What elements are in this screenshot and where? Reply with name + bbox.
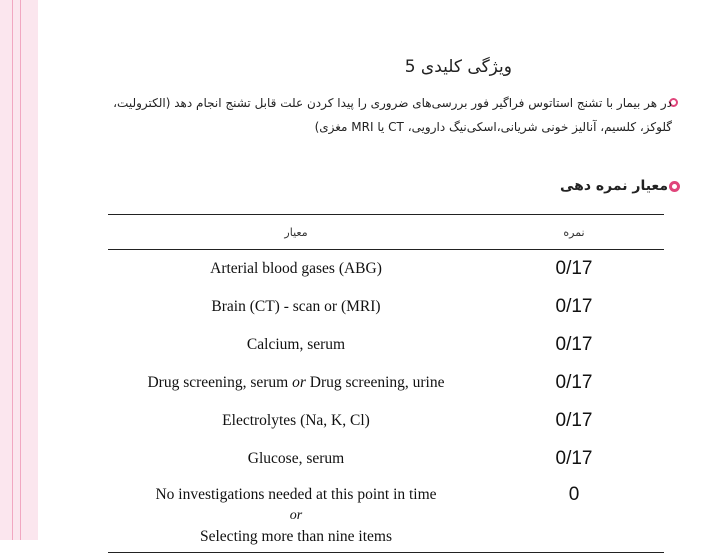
or-connector: or xyxy=(289,507,303,523)
criterion-cell: Arterial blood gases (ABG) xyxy=(210,260,382,277)
slide-title: ویژگی کلیدی 5 xyxy=(404,57,512,77)
table-row xyxy=(108,402,664,440)
criterion-part: Selecting more than nine items xyxy=(200,527,392,545)
table-header-row xyxy=(108,215,664,250)
score-cell: 0/17 xyxy=(555,410,593,431)
scoring-table xyxy=(108,214,664,553)
table-row xyxy=(108,364,664,402)
score-cell: 0/17 xyxy=(555,334,593,355)
criterion-part: Drug screening, urine xyxy=(309,374,445,391)
criterion-cell xyxy=(108,364,484,402)
criterion-cell: Glucose, serum xyxy=(247,450,345,467)
table-row xyxy=(108,440,664,478)
score-cell: 0 xyxy=(484,478,664,553)
bullet-icon xyxy=(669,181,680,192)
score-cell: 0/17 xyxy=(555,448,593,469)
table-row xyxy=(108,250,664,289)
table-row xyxy=(108,288,664,326)
table-row xyxy=(108,326,664,364)
or-connector: or xyxy=(292,374,306,391)
score-cell: 0/17 xyxy=(555,258,593,279)
criterion-cell xyxy=(108,478,484,553)
score-cell: 0/17 xyxy=(555,372,593,393)
score-cell: 0/17 xyxy=(555,296,593,317)
criterion-part: No investigations needed at this point in time xyxy=(155,485,437,503)
left-decorative-line xyxy=(20,0,21,540)
paragraph-line-2: گلوکز، کلسیم، آنالیز خونی شریانی،اسکی‌نیگ دارویی، CT یا MRI مغزی) xyxy=(314,120,672,134)
paragraph-line-1: در هر بیمار با تشنج استاتوس فراگیر فور بررسی‌های ضروری را پیدا کردن علت قابل تشنج انجام دهد (الکترولیت، xyxy=(113,96,672,110)
criterion-cell: Electrolytes (Na, K, Cl) xyxy=(222,412,370,429)
table-row xyxy=(108,478,664,553)
left-decorative-line xyxy=(12,0,13,540)
left-decorative-band xyxy=(0,0,38,540)
section-heading: معیار نمره دهی xyxy=(559,178,668,194)
criterion-cell: Calcium, serum xyxy=(246,336,346,353)
criterion-cell: Brain (CT) - scan or (MRI) xyxy=(211,298,381,315)
criterion-header: معیار xyxy=(108,215,484,250)
score-header: نمره xyxy=(484,215,664,250)
criterion-part: Drug screening, serum xyxy=(147,374,289,391)
